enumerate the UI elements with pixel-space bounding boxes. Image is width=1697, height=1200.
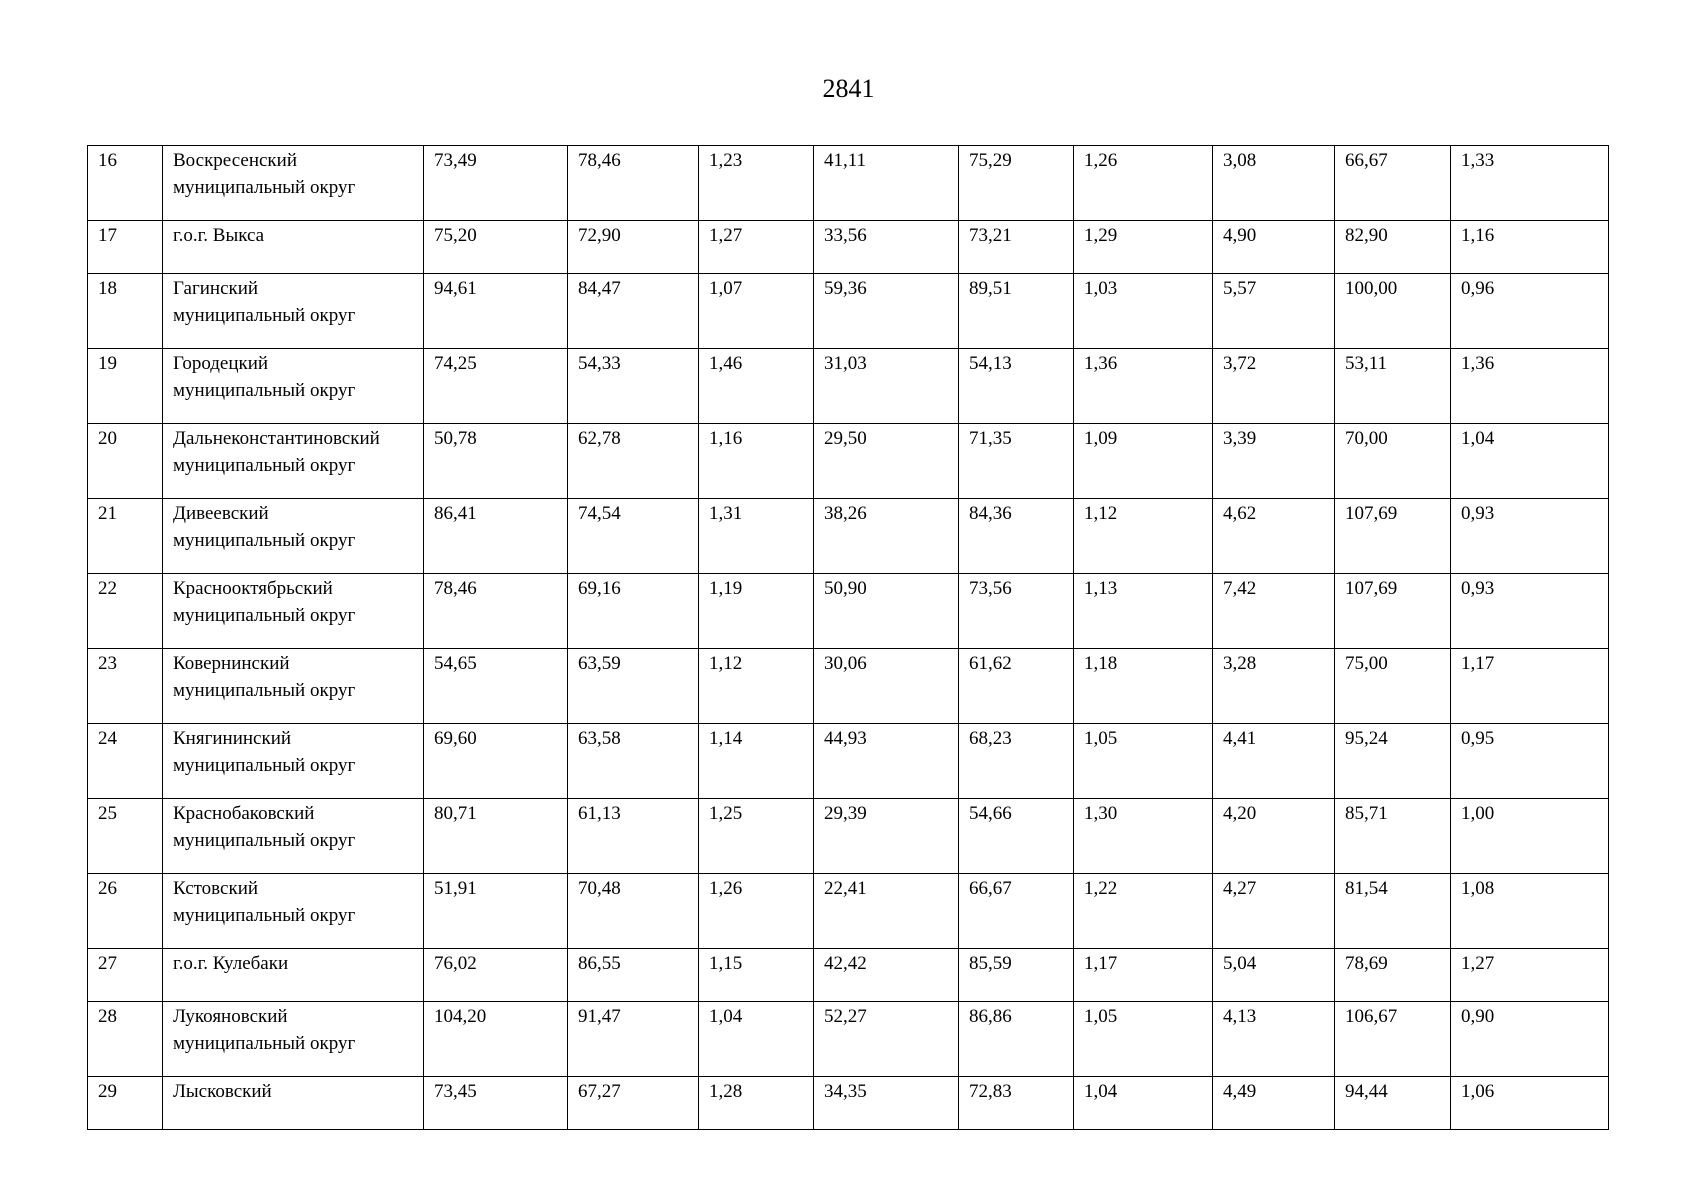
value-cell: 107,69: [1335, 499, 1451, 574]
value-cell: 89,51: [959, 274, 1074, 349]
table-row: [88, 499, 1609, 574]
value-cell: 1,19: [699, 574, 814, 649]
municipality-name: [163, 574, 424, 649]
value-cell: 100,00: [1335, 274, 1451, 349]
data-table: [87, 145, 1609, 1130]
value-cell: 107,69: [1335, 574, 1451, 649]
value-cell: 1,27: [1451, 949, 1609, 1002]
municipality-name: [163, 146, 424, 221]
municipality-name-line: г.о.г. Кулебаки: [173, 953, 289, 974]
value-cell: 86,55: [568, 949, 699, 1002]
table-row: [88, 1002, 1609, 1077]
value-cell: 68,23: [959, 724, 1074, 799]
value-cell: 1,09: [1074, 424, 1213, 499]
value-cell: 1,15: [699, 949, 814, 1002]
value-cell: 74,54: [568, 499, 699, 574]
table-row: [88, 949, 1609, 1002]
municipality-name-line: муниципальный округ: [173, 1033, 356, 1054]
value-cell: 0,90: [1451, 1002, 1609, 1077]
value-cell: 1,04: [1451, 424, 1609, 499]
table-row: [88, 274, 1609, 349]
value-cell: 1,26: [1074, 146, 1213, 221]
municipality-name-line: Дивеевский: [173, 503, 269, 524]
value-cell: 1,17: [1451, 649, 1609, 724]
row-number: 23: [88, 649, 163, 724]
municipality-name-line: г.о.г. Выкса: [173, 225, 265, 246]
value-cell: 54,33: [568, 349, 699, 424]
row-number: 24: [88, 724, 163, 799]
municipality-name: [163, 424, 424, 499]
value-cell: 3,39: [1213, 424, 1335, 499]
row-number: 27: [88, 949, 163, 1002]
value-cell: 61,62: [959, 649, 1074, 724]
municipality-name-line: муниципальный округ: [173, 680, 356, 701]
municipality-name: [163, 724, 424, 799]
municipality-name-line: муниципальный округ: [173, 455, 356, 476]
value-cell: 1,05: [1074, 1002, 1213, 1077]
value-cell: 31,03: [814, 349, 959, 424]
value-cell: 72,90: [568, 221, 699, 274]
value-cell: 1,07: [699, 274, 814, 349]
value-cell: 78,69: [1335, 949, 1451, 1002]
table-row: [88, 146, 1609, 221]
value-cell: 54,66: [959, 799, 1074, 874]
value-cell: 53,11: [1335, 349, 1451, 424]
value-cell: 66,67: [959, 874, 1074, 949]
municipality-name-line: Краснобаковский: [173, 803, 315, 824]
municipality-name: [163, 499, 424, 574]
value-cell: 82,90: [1335, 221, 1451, 274]
table-row: [88, 649, 1609, 724]
value-cell: 72,83: [959, 1077, 1074, 1130]
row-number: 22: [88, 574, 163, 649]
value-cell: 1,03: [1074, 274, 1213, 349]
municipality-name: [163, 874, 424, 949]
row-number: 17: [88, 221, 163, 274]
value-cell: 4,90: [1213, 221, 1335, 274]
value-cell: 75,00: [1335, 649, 1451, 724]
value-cell: 1,12: [699, 649, 814, 724]
value-cell: 0,93: [1451, 574, 1609, 649]
value-cell: 38,26: [814, 499, 959, 574]
municipality-name-line: муниципальный округ: [173, 380, 356, 401]
municipality-name: [163, 949, 424, 1002]
value-cell: 3,72: [1213, 349, 1335, 424]
value-cell: 70,00: [1335, 424, 1451, 499]
value-cell: 85,59: [959, 949, 1074, 1002]
row-number: 16: [88, 146, 163, 221]
table-row: [88, 424, 1609, 499]
value-cell: 29,50: [814, 424, 959, 499]
value-cell: 4,41: [1213, 724, 1335, 799]
value-cell: 54,65: [424, 649, 568, 724]
municipality-name-line: Дальнеконстантиновский: [173, 428, 380, 449]
value-cell: 7,42: [1213, 574, 1335, 649]
value-cell: 54,13: [959, 349, 1074, 424]
municipality-name-line: муниципальный округ: [173, 177, 356, 198]
value-cell: 71,35: [959, 424, 1074, 499]
value-cell: 51,91: [424, 874, 568, 949]
municipality-name: [163, 349, 424, 424]
municipality-name-line: Лукояновский: [173, 1006, 288, 1027]
value-cell: 4,27: [1213, 874, 1335, 949]
value-cell: 73,45: [424, 1077, 568, 1130]
value-cell: 1,05: [1074, 724, 1213, 799]
value-cell: 75,29: [959, 146, 1074, 221]
value-cell: 94,61: [424, 274, 568, 349]
row-number: 26: [88, 874, 163, 949]
municipality-name-line: муниципальный округ: [173, 830, 356, 851]
value-cell: 78,46: [568, 146, 699, 221]
value-cell: 1,30: [1074, 799, 1213, 874]
municipality-name-line: муниципальный округ: [173, 755, 356, 776]
value-cell: 78,46: [424, 574, 568, 649]
row-number: 19: [88, 349, 163, 424]
municipality-name-line: Княгининский: [173, 728, 292, 749]
value-cell: 62,78: [568, 424, 699, 499]
value-cell: 4,49: [1213, 1077, 1335, 1130]
value-cell: 1,13: [1074, 574, 1213, 649]
municipality-name-line: муниципальный округ: [173, 305, 356, 326]
value-cell: 0,93: [1451, 499, 1609, 574]
table-row: [88, 574, 1609, 649]
value-cell: 81,54: [1335, 874, 1451, 949]
value-cell: 69,60: [424, 724, 568, 799]
municipality-name-line: муниципальный округ: [173, 605, 356, 626]
value-cell: 1,36: [1074, 349, 1213, 424]
value-cell: 1,25: [699, 799, 814, 874]
value-cell: 5,57: [1213, 274, 1335, 349]
row-number: 18: [88, 274, 163, 349]
row-number: 20: [88, 424, 163, 499]
page-number: 2841: [822, 74, 875, 103]
value-cell: 70,48: [568, 874, 699, 949]
value-cell: 76,02: [424, 949, 568, 1002]
value-cell: 1,46: [699, 349, 814, 424]
municipality-name-line: Городецкий: [173, 353, 269, 374]
value-cell: 61,13: [568, 799, 699, 874]
value-cell: 80,71: [424, 799, 568, 874]
value-cell: 85,71: [1335, 799, 1451, 874]
value-cell: 1,33: [1451, 146, 1609, 221]
value-cell: 1,22: [1074, 874, 1213, 949]
value-cell: 1,18: [1074, 649, 1213, 724]
value-cell: 50,78: [424, 424, 568, 499]
table-row: [88, 349, 1609, 424]
value-cell: 0,96: [1451, 274, 1609, 349]
value-cell: 1,16: [699, 424, 814, 499]
value-cell: 73,56: [959, 574, 1074, 649]
value-cell: 30,06: [814, 649, 959, 724]
value-cell: 86,41: [424, 499, 568, 574]
value-cell: 66,67: [1335, 146, 1451, 221]
municipality-name: [163, 221, 424, 274]
municipality-name-line: Кстовский: [173, 878, 259, 899]
value-cell: 4,62: [1213, 499, 1335, 574]
municipality-name-line: Ковернинский: [173, 653, 290, 674]
municipality-name: [163, 274, 424, 349]
value-cell: 73,21: [959, 221, 1074, 274]
value-cell: 29,39: [814, 799, 959, 874]
table-row: [88, 1077, 1609, 1130]
row-number: 28: [88, 1002, 163, 1077]
value-cell: 69,16: [568, 574, 699, 649]
municipality-name: [163, 1002, 424, 1077]
value-cell: 1,31: [699, 499, 814, 574]
municipality-name-line: Лысковский: [173, 1081, 272, 1102]
value-cell: 1,08: [1451, 874, 1609, 949]
value-cell: 94,44: [1335, 1077, 1451, 1130]
value-cell: 1,04: [1074, 1077, 1213, 1130]
municipality-name-line: муниципальный округ: [173, 905, 356, 926]
row-number: 21: [88, 499, 163, 574]
table-row: [88, 874, 1609, 949]
municipality-name-line: Краснооктябрьский: [173, 578, 333, 599]
value-cell: 4,13: [1213, 1002, 1335, 1077]
row-number: 29: [88, 1077, 163, 1130]
value-cell: 1,28: [699, 1077, 814, 1130]
value-cell: 1,06: [1451, 1077, 1609, 1130]
value-cell: 73,49: [424, 146, 568, 221]
value-cell: 1,26: [699, 874, 814, 949]
municipality-name-line: Гагинский: [173, 278, 259, 299]
value-cell: 1,16: [1451, 221, 1609, 274]
value-cell: 41,11: [814, 146, 959, 221]
value-cell: 50,90: [814, 574, 959, 649]
value-cell: 22,41: [814, 874, 959, 949]
value-cell: 0,95: [1451, 724, 1609, 799]
value-cell: 95,24: [1335, 724, 1451, 799]
value-cell: 84,47: [568, 274, 699, 349]
row-number: 25: [88, 799, 163, 874]
table-row: [88, 724, 1609, 799]
value-cell: 4,20: [1213, 799, 1335, 874]
value-cell: 104,20: [424, 1002, 568, 1077]
municipality-name: [163, 1077, 424, 1130]
value-cell: 1,14: [699, 724, 814, 799]
value-cell: 75,20: [424, 221, 568, 274]
municipality-name-line: муниципальный округ: [173, 530, 356, 551]
value-cell: 44,93: [814, 724, 959, 799]
value-cell: 3,28: [1213, 649, 1335, 724]
table-row: [88, 221, 1609, 274]
value-cell: 59,36: [814, 274, 959, 349]
value-cell: 86,86: [959, 1002, 1074, 1077]
value-cell: 67,27: [568, 1077, 699, 1130]
value-cell: 84,36: [959, 499, 1074, 574]
municipality-name-line: Воскресенский: [173, 150, 297, 171]
value-cell: 91,47: [568, 1002, 699, 1077]
table-row: [88, 799, 1609, 874]
value-cell: 1,12: [1074, 499, 1213, 574]
value-cell: 5,04: [1213, 949, 1335, 1002]
value-cell: 1,04: [699, 1002, 814, 1077]
municipality-name: [163, 649, 424, 724]
value-cell: 1,29: [1074, 221, 1213, 274]
value-cell: 74,25: [424, 349, 568, 424]
value-cell: 3,08: [1213, 146, 1335, 221]
municipality-name: [163, 799, 424, 874]
value-cell: 1,27: [699, 221, 814, 274]
value-cell: 63,58: [568, 724, 699, 799]
value-cell: 52,27: [814, 1002, 959, 1077]
value-cell: 63,59: [568, 649, 699, 724]
value-cell: 1,00: [1451, 799, 1609, 874]
value-cell: 42,42: [814, 949, 959, 1002]
value-cell: 1,17: [1074, 949, 1213, 1002]
value-cell: 1,36: [1451, 349, 1609, 424]
value-cell: 33,56: [814, 221, 959, 274]
value-cell: 34,35: [814, 1077, 959, 1130]
table-body: [88, 146, 1609, 1130]
value-cell: 106,67: [1335, 1002, 1451, 1077]
value-cell: 1,23: [699, 146, 814, 221]
